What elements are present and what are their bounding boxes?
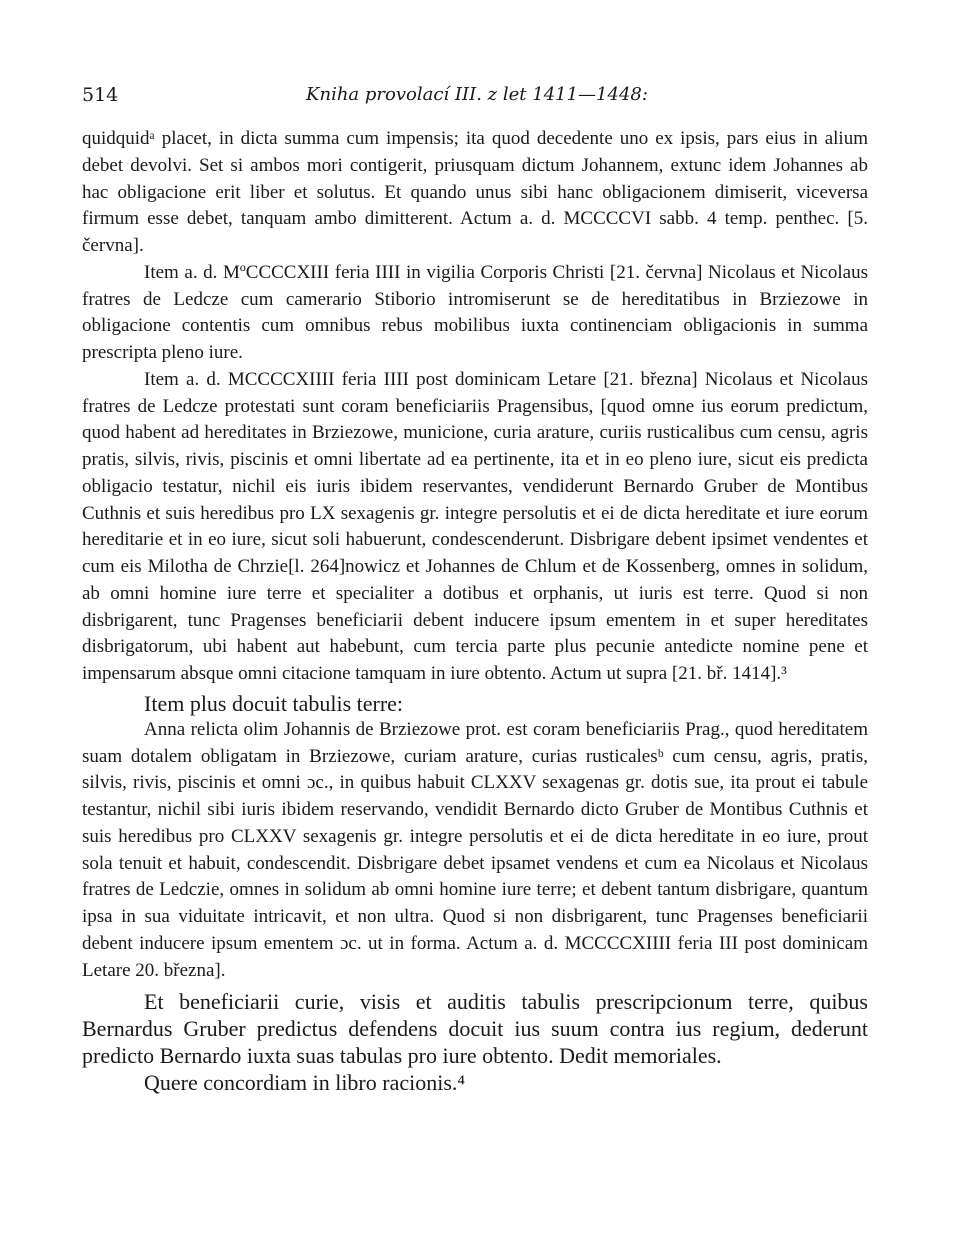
paragraph-entry-1413: Item a. d. MºCCCCXIII feria IIII in vigilia Corporis Christi [21. června] Nicolaus et Nicolaus fratres de Ledcze cum camerario Stiborio intromiserunt se de hereditatibus in Brziezowe in obligacione contentis cum omnibus rebus mobilibus iuxta continenciam obligacionis in summa prescripta pleno iure.	[82, 261, 868, 363]
paragraph-judgment: Et beneficiarii curie, visis et auditis tabulis prescripcionum terre, quibus Bernardus Gruber predictus defendens docuit ius suum contra ius regium, dederunt predicto Bernardo iuxta suas tabulas pro iure obtento. Dedit memoriales.	[82, 989, 868, 1069]
paragraph-anna: Anna relicta olim Johannis de Brziezowe prot. est coram beneficiariis Prag., quod hereditatem suam dotalem obligatam in Brziezowe, curiam arature, curias rusticalesᵇ cum censu, agris, pratis, silvis, rivis, piscinis et omni ɔc., in quibus habuit CLXXV sexagenas gr. dotis sue, ita prout ei tabule testantur, nichil sibi iuris ibidem reservando, vendidit Bernardo dicto Gruber de Montibus Cuthnis et suis heredibus pro CLXXV sexagenis gr. integre persolutis et ei de dicta hereditate in eo iure, prout sola tenuit et habuit, condescendit. Disbrigare debet ipsamet vendens et cum ea Nicolaus et Nicolaus fratres de Ledczie, omnes in solidum ab omni homine iure terre; et debent tantum disbrigare, quantum ipsa in sua viduitate intricavit, et non ultra. Quod si non disbrigarent, tunc Pragenses beneficiarii debent inducere ipsum ementem ɔc. ut in forma. Actum a. d. MCCCCXIIII feria III post dominicam Letare 20. března].	[82, 718, 868, 981]
main-text	[82, 126, 868, 1096]
paragraph-note: Quere concordiam in libro racionis.⁴	[144, 1070, 466, 1096]
paragraph-entry-1414: Item a. d. MCCCCXIIII feria IIII post dominicam Letare [21. března] Nicolaus et Nicolaus fratres de Ledcze protestati sunt coram beneficiariis Pragensibus, [quod omne ius eorum predictum, quod habent ad hereditates in Brziezowe, municione, curia arature, curiis rusticalibus cum censu, agris pratis, silvis, rivis, piscinis et omni libertate ad ea pertinente, ita et in eo pleno iure, sicut eis predicta obligacio testatur, nichil eis iuris ibidem reservantes, vendiderunt Bernardo Gruber de Montibus Cuthnis et suis heredibus pro LX sexagenis gr. integre persolutis et ei de dicta hereditate et iure eorum hereditarie et in eo iure, sicut soli habuerunt, condescenderunt. Disbrigare debent ipsimet vendentes et cum eis Milotha de Chrzie[l. 264]nowicz et Johannes de Chlum et de Kossenberg, omnes in solidum, ab omni homine iure terre et specialiter a dotibus et orphanis, ut iuris est terre. Quod si non disbrigarent, tunc Pragenses beneficiarii debent inducere ipsum ementem in et super hereditates disbrigatorum, ubi habent aut habebunt, cum tercia parte plus pecunie antedicte nomine pene et impensarum absque omni citacione tamquam in iure obtento. Actum ut supra [21. bř. 1414].³	[82, 368, 868, 684]
section-heading: Item plus docuit tabulis terre:	[144, 690, 404, 716]
page-header	[82, 84, 872, 110]
page-number: 514	[82, 84, 119, 106]
running-title: Kniha provolací III. z let 1411—1448:	[306, 84, 648, 105]
paragraph-continuation: quidquidᵃ placet, in dicta summa cum impensis; ita quod decedente uno ex ipsis, pars eius in alium debet devolvi. Set si ambos mori contigerit, priusquam dictum Johannem, extunc idem Johannes ab hac obligacione erit liber et solutus. Et quando unus sibi hanc obligacionem dimiserit, viceversa firmum esse debet, tanquam ambo dimitterent. Actum a. d. MCCCCVI sabb. 4 temp. penthec. [5. června].	[82, 128, 868, 256]
